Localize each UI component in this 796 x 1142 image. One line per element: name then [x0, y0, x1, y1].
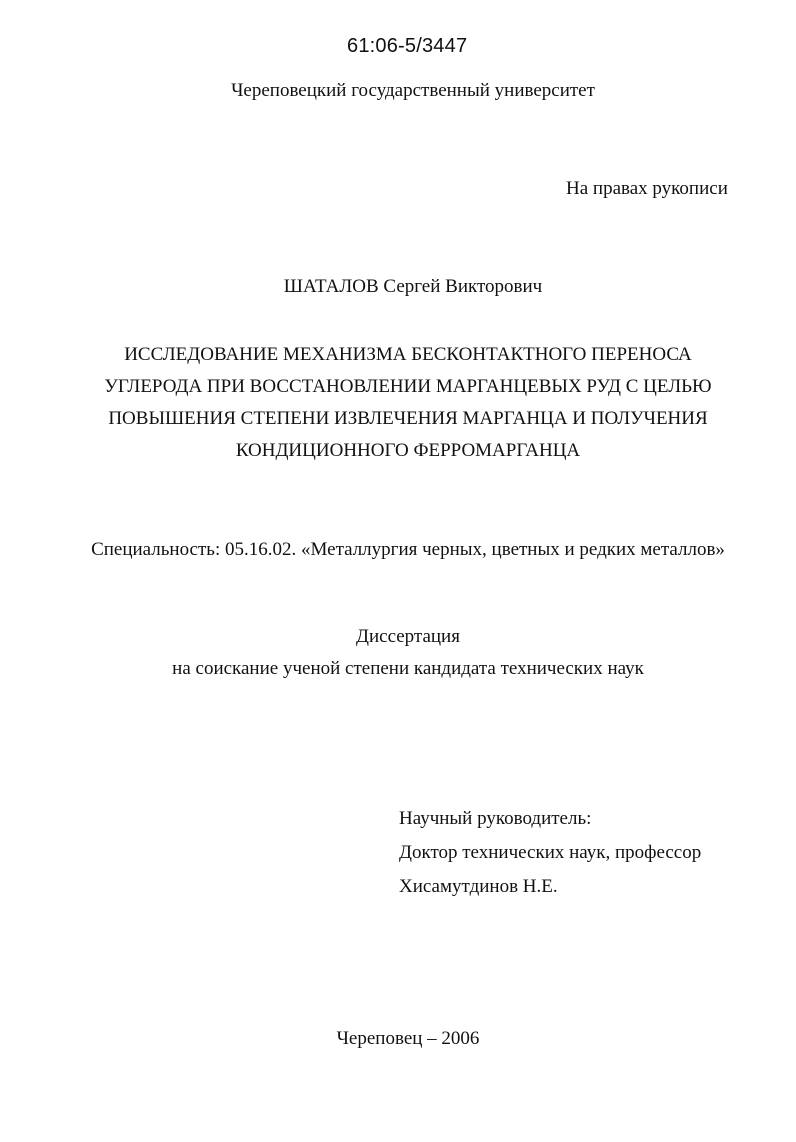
author-name: ШАТАЛОВ Сергей Викторович	[283, 276, 543, 297]
dissertation-title	[0, 339, 796, 467]
supervisor-name: Хисамутдинов Н.Е.	[399, 876, 558, 897]
dissertation-type: Диссертация	[356, 626, 460, 647]
specialty: Специальность: 05.16.02. «Металлургия черных, цветных и редких металлов»	[91, 539, 725, 560]
title-line: ПОВЫШЕНИЯ СТЕПЕНИ ИЗВЛЕЧЕНИЯ МАРГАНЦА И ПОЛУЧЕНИЯ	[108, 408, 708, 429]
title-line: УГЛЕРОДА ПРИ ВОССТАНОВЛЕНИИ МАРГАНЦЕВЫХ РУД С ЦЕЛЬЮ	[104, 376, 712, 397]
rights-notice: На правах рукописи	[566, 178, 728, 199]
supervisor-label: Научный руководитель:	[399, 808, 592, 829]
university-name: Череповецкий государственный университет	[231, 80, 595, 101]
title-line: ИССЛЕДОВАНИЕ МЕХАНИЗМА БЕСКОНТАКТНОГО ПЕРЕНОСА	[124, 344, 692, 365]
city-year: Череповец – 2006	[336, 1028, 480, 1049]
title-line: КОНДИЦИОННОГО ФЕРРОМАРГАНЦА	[235, 440, 581, 461]
catalog-number: 61:06-5/3447	[347, 35, 468, 57]
supervisor-title: Доктор технических наук, профессор	[399, 842, 702, 863]
supervisor-block	[399, 802, 701, 904]
degree-statement: на соискание ученой степени кандидата технических наук	[172, 658, 644, 679]
